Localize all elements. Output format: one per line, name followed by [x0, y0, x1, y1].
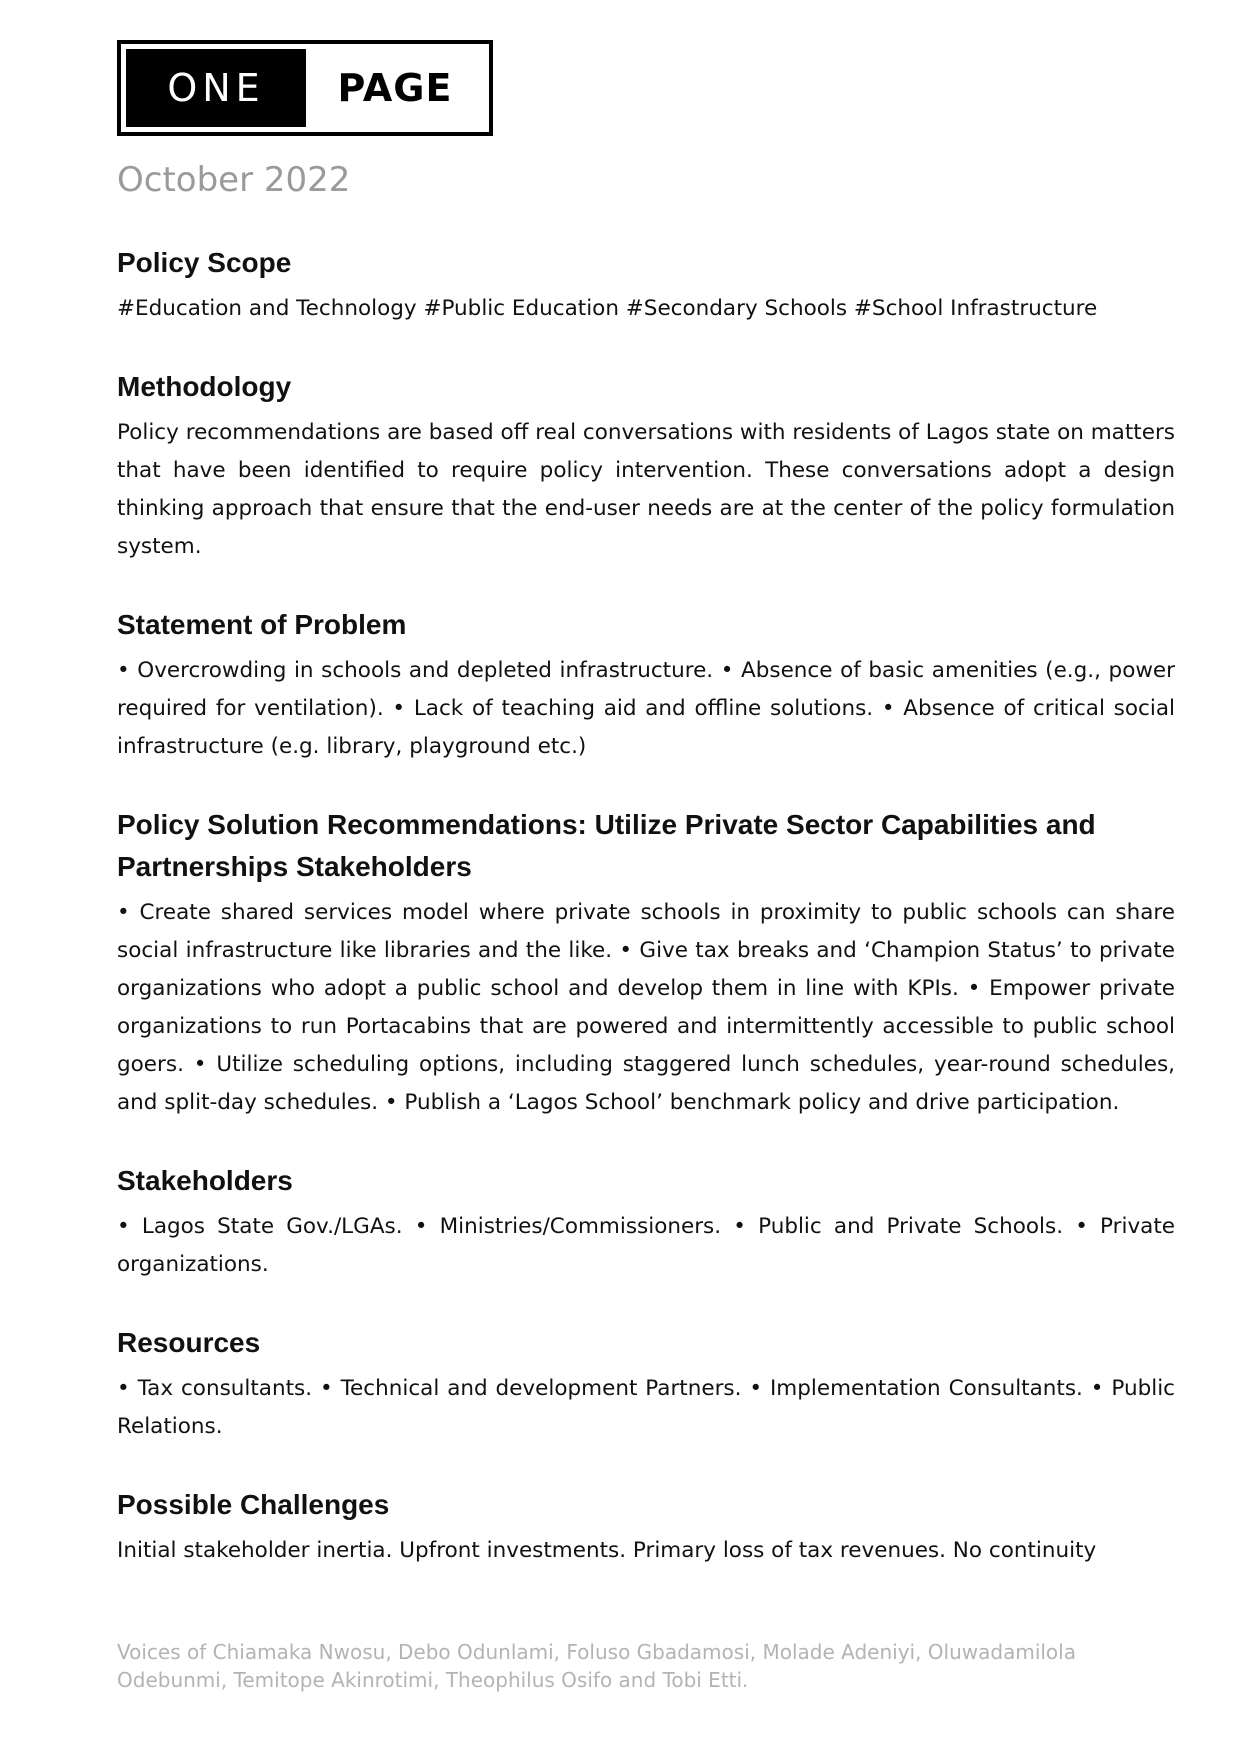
logo-one-text: ONE — [126, 49, 306, 127]
section-body: Policy recommendations are based off real conversations with residents of Lagos state on matters that have been identified to require policy intervention. These conversations adopt a design thinking approach that ensure that the end-user needs are at the center of the policy formulation system. — [117, 420, 1175, 559]
publication-date: October 2022 — [117, 160, 351, 200]
document-page — [117, 40, 1175, 1570]
section-resources — [117, 1322, 1175, 1446]
one-page-logo — [117, 40, 493, 136]
section-body: • Overcrowding in schools and depleted infrastructure. • Absence of basic amenities (e.g., power required for ventilation). • Lack of teaching aid and offline solutions. • Absence of critical social infrastructure (e.g. library, playground etc.) — [117, 658, 1175, 759]
section-statement-of-problem — [117, 604, 1175, 766]
section-body: Initial stakeholder inertia. Upfront investments. Primary loss of tax revenues. No continuity — [117, 1538, 1097, 1563]
section-body: • Lagos State Gov./LGAs. • Ministries/Commissioners. • Public and Private Schools. • Private organizations. — [117, 1214, 1175, 1277]
section-policy-scope — [117, 242, 1175, 328]
section-heading: Statement of Problem — [117, 609, 407, 640]
section-heading: Resources — [117, 1327, 261, 1358]
section-body: #Education and Technology #Public Education #Secondary Schools #School Infrastructure — [117, 296, 1098, 321]
section-heading: Methodology — [117, 371, 292, 402]
section-heading: Policy Scope — [117, 247, 292, 278]
section-stakeholders — [117, 1160, 1175, 1284]
section-heading: Possible Challenges — [117, 1489, 390, 1520]
contributors-footer: Voices of Chiamaka Nwosu, Debo Odunlami, Foluso Gbadamosi, Molade Adeniyi, Oluwadamilola Odebunmi, Temitope Akinrotimi, Theophilus Osifo and Tobi Etti. — [117, 1640, 1076, 1692]
logo-page-text: PAGE — [337, 66, 453, 110]
section-body: • Tax consultants. • Technical and development Partners. • Implementation Consultants. • Public Relations. — [117, 1376, 1175, 1439]
section-body: • Create shared services model where private schools in proximity to public schools can share social infrastructure like libraries and the like. • Give tax breaks and ‘Champion Status’ to private organizations who adopt a public school and develop them in line with KPIs. • Empower private organizations to run Portacabins that are powered and intermittently accessible to public school goers. • Utilize scheduling options, including staggered lunch schedules, year-round schedules, and split-day schedules. • Publish a ‘Lagos School’ benchmark policy and drive participation. — [117, 900, 1175, 1115]
section-heading: Stakeholders — [117, 1165, 293, 1196]
section-heading: Policy Solution Recommendations: Utilize Private Sector Capabilities and Partnerships Stakeholders — [117, 809, 1096, 882]
section-possible-challenges — [117, 1484, 1175, 1570]
section-methodology — [117, 366, 1175, 566]
section-policy-solution-recommendations — [117, 804, 1175, 1122]
